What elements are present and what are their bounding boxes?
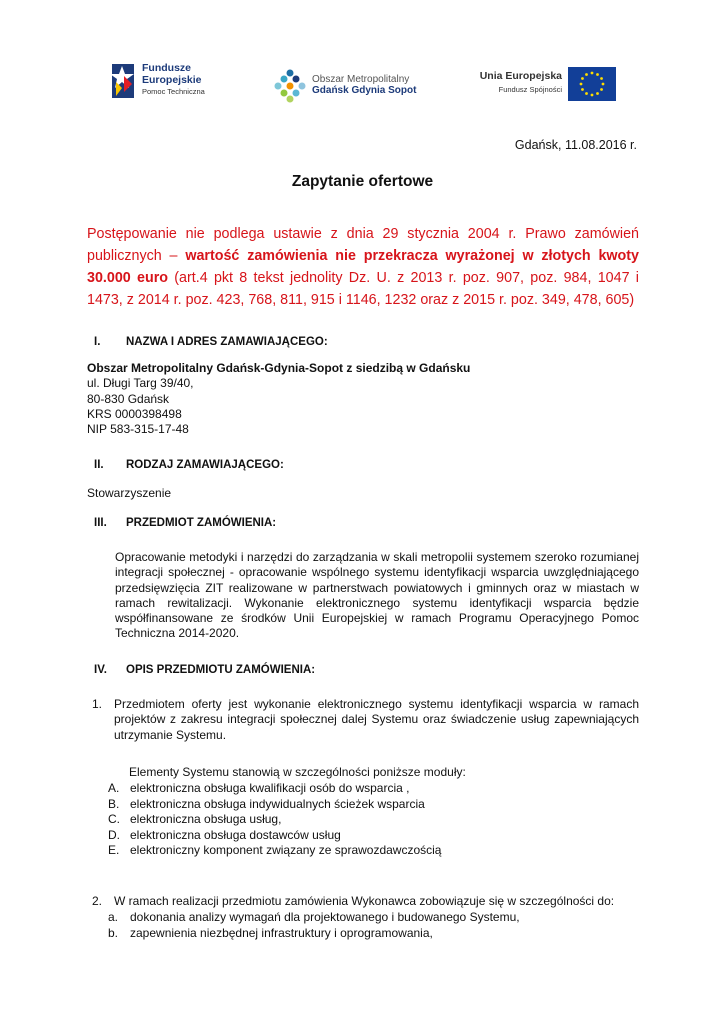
section-number: IV.	[94, 664, 108, 676]
section-label: PRZEDMIOT ZAMÓWIENIA:	[126, 517, 277, 529]
eu-star	[596, 92, 599, 95]
ue-sub: Fundusz Spójności	[498, 85, 562, 94]
notice-part2: (art.4 pkt 8 tekst jednolity Dz. U. z 2013 r. poz. 907, poz. 984, 1047 i 1473, z 2014 r. poz. 423, 768, 811, 915 i 1146, 1232 oraz z 2015 r. poz. 349, 478, 605)	[87, 270, 639, 308]
item1-number: 1.	[92, 697, 103, 711]
module-mark: B.	[108, 797, 120, 811]
om-line1: Obszar Metropolitalny	[312, 74, 410, 85]
module-mark: D.	[108, 828, 120, 842]
om-line2: Gdańsk Gdynia Sopot	[312, 85, 417, 96]
sub-mark: a.	[108, 910, 119, 924]
section-number: I.	[94, 336, 101, 348]
module-mark: C.	[108, 812, 120, 826]
subject-paragraph: Opracowanie metodyki i narzędzi do zarządzania w skali metropolii systemem szeroko rozumianej integracji społecznej - opracowanie wspólnego systemu identyfikacji wsparcia uwzględniającego przedsięwzięcia ZIT realizowane w partnerstwach powiatowych i gminnych oraz w miastach w ramach rewitalizacji. Wykonanie elektronicznego systemu identyfikacji wsparcia będzie współfinansowane ze środków Unii Europejskiej w ramach Programu Operacyjnego Pomoc Techniczna 2014-2020.	[115, 550, 639, 641]
eu-stars-icon	[568, 67, 616, 101]
sub-text: dokonania analizy wymagań dla projektowanego i budowanego Systemu,	[130, 910, 520, 924]
fe-line2: Europejskie	[142, 74, 202, 86]
zamawiajacy-type: Stowarzyszenie	[87, 486, 172, 500]
section-label: OPIS PRZEDMIOTU ZAMÓWIENIA:	[126, 664, 316, 676]
module-text: elektroniczna obsługa kwalifikacji osób do wsparcia ,	[130, 781, 410, 795]
address-krs: KRS 0000398498	[87, 406, 182, 421]
eu-star	[585, 73, 588, 76]
eu-star	[591, 94, 594, 97]
address-name: Obszar Metropolitalny Gdańsk-Gdynia-Sopot z siedzibą w Gdańsku	[87, 361, 471, 375]
eu-star	[602, 83, 605, 86]
module-text: elektroniczny komponent związany ze sprawozdawczością	[130, 843, 442, 857]
address-street: ul. Długi Targ 39/40,	[87, 376, 194, 391]
unia-europejska-logo	[474, 67, 624, 107]
fe-line1: Fundusze	[142, 62, 191, 74]
sub-mark: b.	[108, 926, 119, 940]
modules-intro: Elementy Systemu stanowią w szczególności poniższe moduły:	[129, 765, 466, 779]
module-text: elektroniczna obsługa usług,	[130, 812, 282, 826]
sub-text: zapewnienia niezbędnej infrastruktury i oprogramowania,	[130, 926, 433, 940]
eu-star	[585, 92, 588, 95]
eu-star	[591, 72, 594, 75]
section-number: III.	[94, 517, 107, 529]
item1-text: Przedmiotem oferty jest wykonanie elektronicznego systemu identyfikacji wsparcia w ramach projektów z zakresu integracji społecznej dalej Systemu oraz świadczenie usług zapewniających utrzymanie Systemu.	[114, 697, 639, 742]
ue-title: Unia Europejska	[479, 70, 562, 82]
om-dots-icon	[272, 68, 308, 104]
eu-star	[581, 88, 584, 91]
fe-star-icon	[110, 60, 138, 100]
eu-star	[596, 73, 599, 76]
address-block	[87, 361, 470, 437]
eu-star	[581, 77, 584, 80]
eu-star	[600, 88, 603, 91]
item2-number: 2.	[92, 894, 103, 908]
notice-bold: wartość zamówienia nie przekracza wyrażonej w złotych kwoty 30.000 euro	[87, 248, 639, 286]
item2-text: W ramach realizacji przedmiotu zamówienia Wykonawca zobowiązuje się w szczególności do:	[114, 894, 615, 908]
section-label: NAZWA I ADRES ZAMAWIAJĄCEGO:	[126, 336, 328, 348]
module-mark: E.	[108, 843, 120, 857]
eu-star	[600, 77, 603, 80]
document-title: Zapytanie ofertowe	[291, 173, 434, 190]
fundusze-europejskie-logo	[110, 60, 210, 106]
legal-notice	[87, 223, 639, 311]
module-text: elektroniczna obsługa indywidualnych ścieżek wsparcia	[130, 797, 425, 811]
section-label: RODZAJ ZAMAWIAJĄCEGO:	[126, 459, 284, 471]
address-nip: NIP 583-315-17-48	[87, 422, 189, 437]
module-mark: A.	[108, 781, 120, 795]
obszar-metropolitalny-logo	[272, 68, 442, 104]
notice-part1: Postępowanie nie podlega ustawie z dnia 29 stycznia 2004 r. Prawo zamówień publicznych –	[87, 226, 639, 264]
document-date: Gdańsk, 11.08.2016 r.	[514, 138, 637, 152]
fe-sub: Pomoc Techniczna	[142, 87, 205, 96]
section-number: II.	[94, 459, 104, 471]
address-city: 80-830 Gdańsk	[87, 391, 170, 406]
eu-flag-icon	[568, 67, 616, 101]
module-text: elektroniczna obsługa dostawców usług	[130, 828, 341, 842]
eu-star	[580, 83, 583, 86]
